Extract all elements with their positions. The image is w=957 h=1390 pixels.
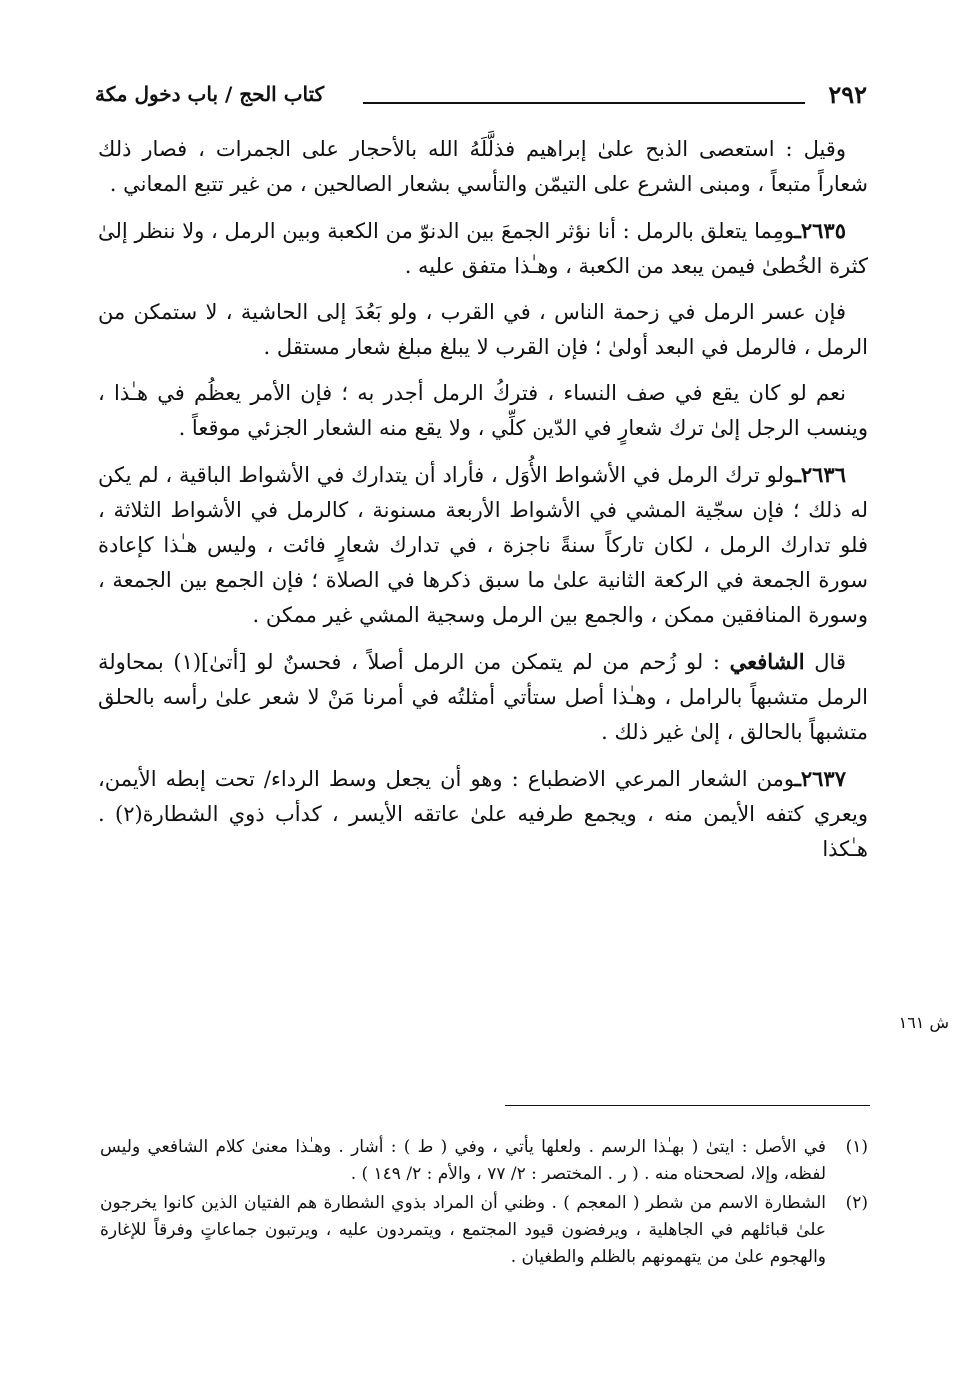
main-text: [98, 132, 868, 878]
paragraph-text: فإن عسر الرمل في زحمة الناس ، في القرب ، ولو بَعُدَ إلى الحاشية ، لا ستمكن من الرمل ، فالرمل في البعد أولىٰ ؛ فإن القرب لا يبلغ مبلغ شعار مستقل .: [98, 300, 868, 359]
paragraph-text: نعم لو كان يقع في صف النساء ، فتركُ الرمل أجدر به ؛ فإن الأمر يعظُم في هـٰذا ، وينسب الرجل إلىٰ ترك شعارٍ في الدّين كلِّي ، ولا يقع منه الشعار الجزئي موقعاً .: [98, 381, 868, 440]
footnote-text: الشطارة الاسم من شطر ( المعجم ) . وظني أن المراد بذوي الشطارة هم الفتيان الذين كانوا يخرجون علىٰ قبائلهم في الجاهلية ، ويرفضون قيود المجتمع ، ويتمردون عليه ، ويرتبون جماعاتٍ وفرقاً للإغارة والهجوم علىٰ من يتهمونهم بالظلم والطغيان .: [100, 1193, 826, 1267]
paragraph-text: وقيل : استعصى الذبح علىٰ إبراهيم فذلَّلَهُ الله بالأحجار على الجمرات ، فصار ذلك شعاراً متبعاً ، ومبنى الشرع على التيمّن والتأسي بشعار الصالحين ، من غير تتبع المعاني .: [98, 137, 868, 196]
footnote-rule: [505, 1105, 870, 1106]
footnote-text: في الأصل : ايتىٰ ( بهـٰذا الرسم . ولعلها يأتي ، وفي ( ط ) : أشار . وهـٰذا معنىٰ كلام الشافعي وليس لفظه، وإلا، لصححناه منه . ( ر . المختصر : ٢/ ٧٧ ، والأم : ٢/ ١٤٩ ) .: [100, 1137, 826, 1184]
page-number: ٢٩٢: [828, 80, 867, 109]
running-title: كتاب الحج / باب دخول مكة: [95, 82, 325, 106]
paragraph: [98, 295, 868, 365]
paragraph: [98, 132, 868, 202]
issue-number: ٢٦٣٦ـ: [794, 462, 846, 487]
issue-number: ٢٦٣٧ـ: [794, 766, 846, 791]
footnote: [100, 1190, 868, 1271]
paragraph: [98, 644, 868, 750]
page-header: [95, 80, 867, 116]
footnote: [100, 1134, 868, 1188]
shafii-name: الشافعي: [729, 649, 805, 674]
paragraph-text: ولو ترك الرمل في الأشواط الأُوَل ، فأراد أن يتدارك في الأشواط الباقية ، لم يكن له ذلك ؛ فإن سجّية المشي في الأشواط الأربعة مسنونة ، كالرمل في الأشواط الثلاثة ، فلو تدارك الرمل ، لكان تاركاً سنةً ناجزة ، في تدارك شعارٍ فائت ، وليس هـٰذا كإعادة سورة الجمعة في الركعة الثانية علىٰ ما سبق ذكرها في الصلاة ؛ فإن الجمع بين الجمعة ، وسورة المنافقين ممكن ، والجمع بين الرمل وسجية المشي غير ممكن .: [98, 463, 868, 627]
paragraph: [98, 213, 868, 284]
margin-note: ش ١٦١: [898, 1013, 949, 1032]
issue-number: ٢٦٣٥ـ: [794, 218, 846, 243]
footnote-number: (١): [845, 1137, 868, 1157]
paragraph-text: ومن الشعار المرعي الاضطباع : وهو أن يجعل وسط الرداء/ تحت إبطه الأيمن، ويعري كتفه الأيمن منه ، ويجمع طرفيه علىٰ عاتقه الأيسر ، كدأب ذوي الشطارة(٢) . هـٰكذا: [98, 767, 868, 861]
footnote-number: (٢): [845, 1193, 868, 1213]
footnotes: [100, 1134, 868, 1273]
paragraph: [98, 376, 868, 446]
paragraph-text: : لو زُحم من لم يتمكن من الرمل أصلاً ، فحسنٌ لو [أتىٰ](١) بمحاولة الرمل متشبهاً بالرامل ، وهـٰذا أصل ستأتي أمثلتُه في أمرنا مَنْ لا شعر علىٰ رأسه بالحلق متشبهاً بالحالق ، إلىٰ غير ذلك .: [98, 650, 868, 744]
paragraph-text: ومِما يتعلق بالرمل : أنا نؤثر الجمعَ بين الدنوّ من الكعبة وبين الرمل ، ولا ننظر إلىٰ كثرة الخُطىٰ فيمن يبعد من الكعبة ، وهـٰذا متفق عليه .: [98, 219, 868, 278]
paragraph: [98, 457, 868, 633]
paragraph-lead: قال: [814, 650, 846, 674]
header-rule: [363, 102, 805, 104]
paragraph: [98, 761, 868, 867]
